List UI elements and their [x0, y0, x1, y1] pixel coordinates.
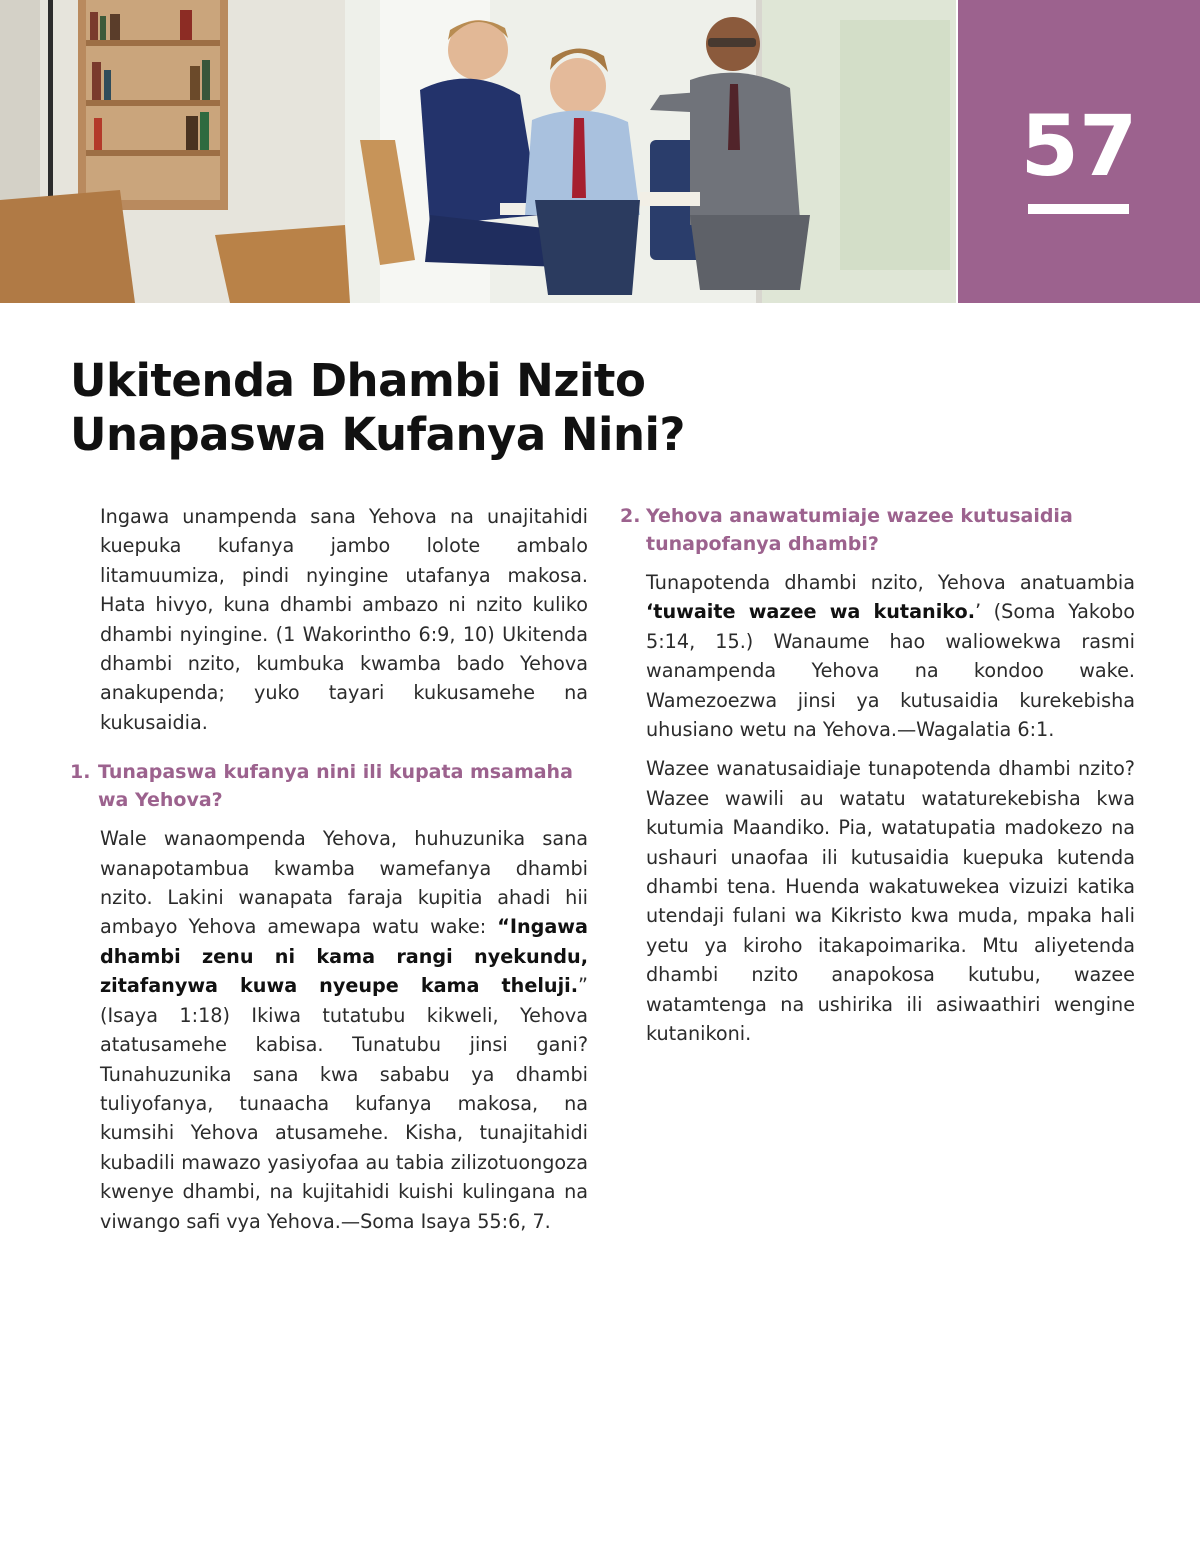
section-2-paragraph-2: Wazee wanatusaidiaje tunapotenda dhambi nzito? Wazee wawili au watatu wataturekebisha kwa kutumia Maandiko. Pia, watatupatia madokezo na ushauri unaofaa ili kutusaidia kuepuka kutenda dhambi tena. Huenda wakatuwekea vizuizi katika utendaji fulani wa Kikristo kwa muda, mpaka hali yetu ya kiroho itakapoimarika. Mtu aliyetenda dhambi nzito anapokosa kutubu, wazee watamtenga na ushirika ili asiwaathiri wengine kutanikoni. — [646, 757, 1135, 1046]
photo-illustration — [0, 0, 956, 303]
left-column — [70, 502, 588, 1246]
page-title — [70, 354, 970, 462]
section-2-text-after: ’ (Soma Yakobo 5:14, 15.) Wanaume hao waliowekwa rasmi wanampenda Yehova na kondoo wake. Wamezoezwa jinsi ya kutusaidia kurekebisha uhusiano wetu na Yehova.—Wagalatia 6:1. — [646, 600, 1135, 742]
section-2-paragraph-1 — [646, 568, 1135, 744]
section-1-number: 1. — [70, 761, 91, 784]
lesson-number: 57 — [1020, 97, 1138, 195]
intro-paragraph: Ingawa unampenda sana Yehova na unajitahidi kuepuka kufanya jambo lolote ambalo litamuumiza, pindi nyingine utafanya makosa. Hata hivyo, kuna dhambi ambazo ni nzito kuliko dhambi nyingine. (1 Wakorintho 6:9, 10) Ukitenda dhambi nzito, kumbuka kwamba bado Yehova anakupenda; yuko tayari kukusamehe na kukusaidia. — [100, 505, 588, 734]
section-1-text-after: ” (Isaya 1:18) Ikiwa tutatubu kikweli, Yehova atatusamehe kabisa. Tunatubu jinsi gani? Tunahuzunika sana kwa sababu ya dhambi tuliyofanya, tunaacha kufanya makosa, na kumsihi Yehova atusamehe. Kisha, tunajitahidi kubadili mawazo yasiyofaa au tabia zilizotuongoza kwenye dhambi, na kujitahidi kuishi kulingana na viwango safi vya Yehova.—Soma Isaya 55:6, 7. — [100, 974, 588, 1233]
section-1-quote: “Ingawa dhambi zenu ni kama rangi nyekundu, zitafanywa kuwa nyeupe kama theluji. — [100, 915, 588, 998]
title-line-1: Ukitenda Dhambi Nzito — [70, 354, 646, 407]
section-1-text-before: Wale wanaompenda Yehova, huhuzunika sana wanapotambua kwamba wamefanya dhambi nzito. Lakini wanapata faraja kupitia ahadi hii ambayo Yehova amewapa watu wake: — [100, 827, 588, 939]
title-line-2: Unapaswa Kufanya Nini? — [70, 408, 686, 461]
section-1-heading — [70, 758, 588, 814]
section-1-paragraph — [100, 824, 588, 1236]
section-2-number: 2. — [620, 505, 641, 527]
badge-underline — [1028, 204, 1129, 214]
section-2-quote: ‘tuwaite wazee wa kutaniko. — [646, 600, 976, 624]
section-1-heading-text: Tunapaswa kufanya nini ili kupata msamaha wa Yehova? — [98, 761, 573, 812]
header-photo — [0, 0, 956, 303]
right-column — [620, 502, 1135, 1059]
section-2-heading — [620, 502, 1135, 558]
section-2-text-before: Tunapotenda dhambi nzito, Yehova anatuambia — [646, 571, 1135, 594]
lesson-badge — [958, 0, 1200, 303]
section-2-heading-text: Yehova anawatumiaje wazee kutusaidia tunapofanya dhambi? — [646, 505, 1073, 555]
